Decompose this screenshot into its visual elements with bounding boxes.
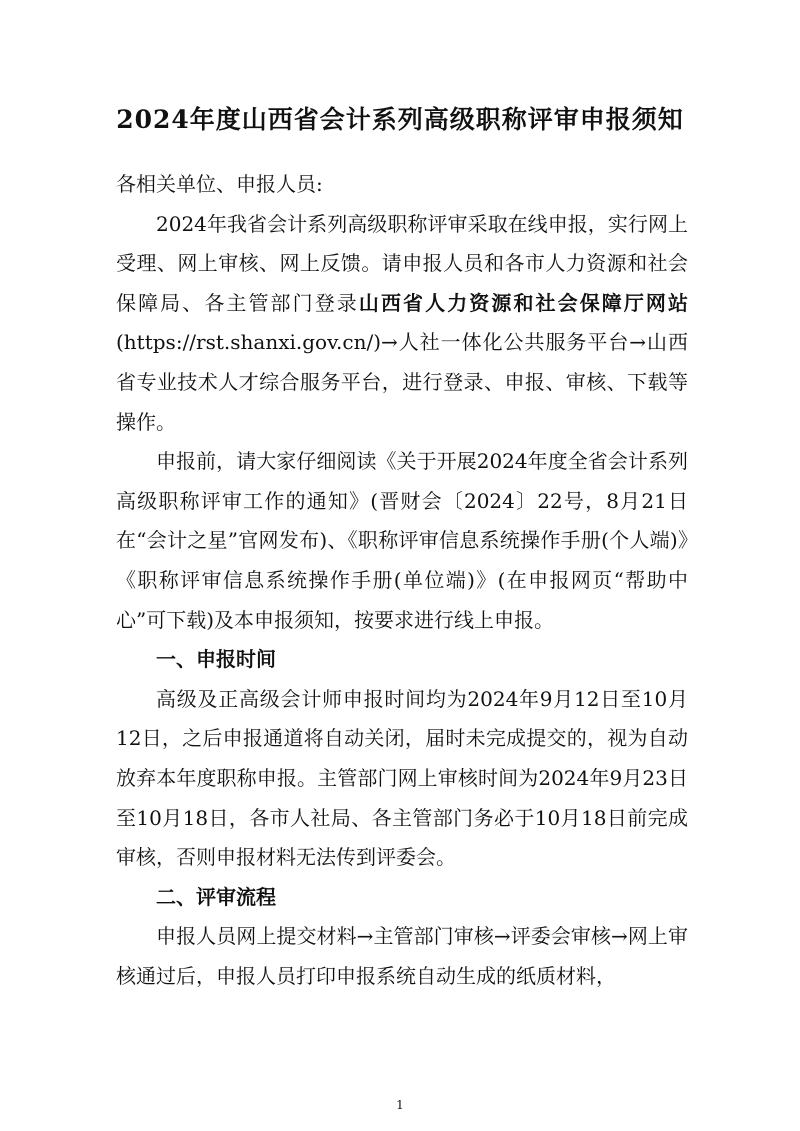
paragraph-text: 2024年我省会计系列高级职称评审采取在线申报，实行网上受理、网上审核、网上反馈。请申报人员和各市人力资源和社会保障局、各主管部门登录	[116, 211, 688, 315]
paragraph-review-process: 申报人员网上提交材料→主管部门审核→评委会审核→网上审核通过后，申报人员打印申报系统自动生成的纸质材料，	[116, 924, 688, 988]
section-heading-application-time: 一、申报时间	[156, 647, 276, 672]
salutation: 各相关单位、申报人员:	[116, 172, 323, 196]
paragraph-text: (https://rst.shanxi.gov.cn/)→人社一体化公共服务平台→山西省专业技术人才综合服务平台，进行登录、申报、审核、下载等操作。	[116, 330, 688, 434]
document-title: 2024年度山西省会计系列高级职称评审申报须知	[116, 105, 684, 134]
section-heading-review-process: 二、评审流程	[156, 884, 276, 909]
paragraph-online-application	[116, 205, 688, 443]
paragraph-read-before-applying: 申报前，请大家仔细阅读《关于开展2024年度全省会计系列高级职称评审工作的通知》(晋财会〔2024〕22号，8月21日在“会计之星”官网发布)、《职称评审信息系统操作手册(个人端)》《职称评审信息系统操作手册(单位端)》(在申报网页“帮助中心”可下载)及本申报须知，按要求进行线上申报。	[116, 449, 688, 632]
page-number: 1	[396, 1098, 404, 1112]
paragraph-application-time: 高级及正高级会计师申报时间均为2024年9月12日至10月12日，之后申报通道将自动关闭，届时未完成提交的，视为自动放弃本年度职称申报。主管部门网上审核时间为2024年9月23日至10月18日，各市人社局、各主管部门务必于10月18日前完成审核，否则申报材料无法传到评委会。	[116, 686, 688, 870]
document-body	[116, 165, 688, 996]
website-name: 山西省人力资源和社会保障厅网站	[358, 290, 689, 315]
